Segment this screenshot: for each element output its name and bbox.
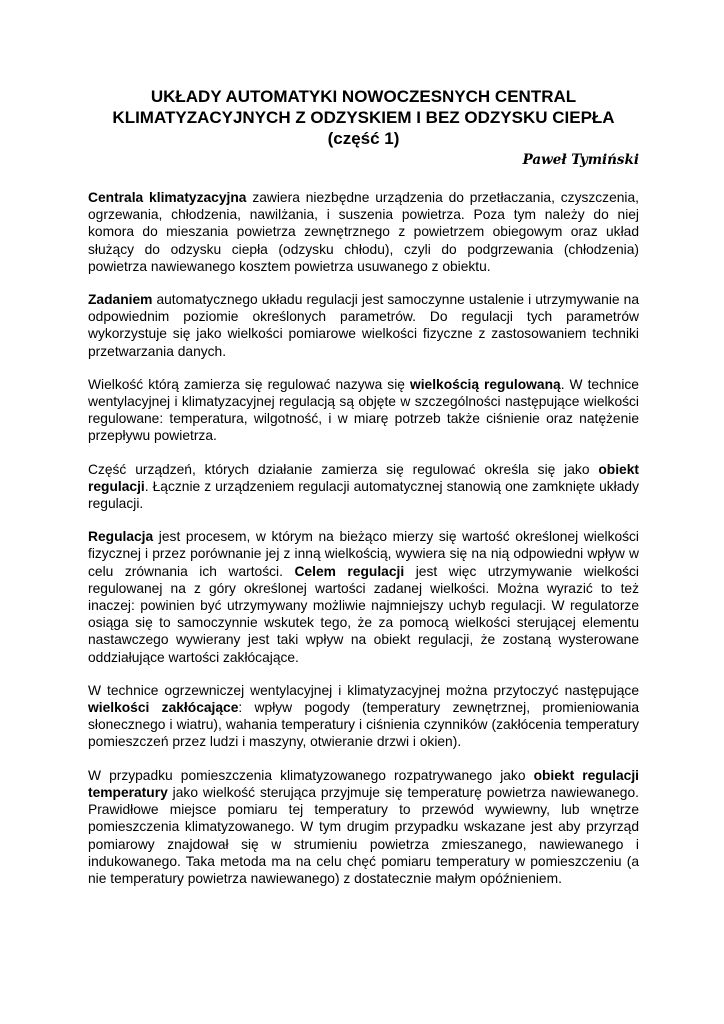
paragraph-1 [88, 189, 639, 275]
paragraph-text: : wpływ pogody (temperatury zewnętrznej, promieniowania słonecznego i wiatru), wahania temperatury i ciśnienia czynników (zakłócenia temperatury pomieszczeń przez ludzi i maszyny, otwieranie drzwi i okien). [88, 700, 639, 750]
paragraph-text: . Łącznie z urządzeniem regulacji automatycznej stanowią one zamknięte układy regulacji. [88, 478, 639, 512]
title-line-1: UKŁADY AUTOMATYKI NOWOCZESNYCH CENTRAL [150, 87, 577, 106]
paragraph-7 [88, 767, 639, 887]
paragraph-text: jest procesem, w którym na bieżąco mierzy się wartość określonej wielkości fizycznej i przez porównanie jej z inną wielkością, wywiera się na nią odpowiedni wpływ w celu zrównania ich wartości. [88, 529, 639, 579]
paragraph-text: jest więc utrzymywanie wielkości regulowanej na z góry określonej wartości zadanej wielkości. Można wyrazić to też inaczej: powinien być utrzymywany możliwie najmniejszy uchyb regulacji. W regulatorze osiąga się to samoczynnie wskutek tego, że za pomocą wielkości sterującej elementu nastawczego wywierany jest taki wpływ na obiekt regulacji, że zostaną wysterowane oddziałujące wartości zakłócające. [88, 563, 639, 665]
term-obiekt-regulacji: obiekt regulacji [88, 461, 639, 494]
term-celem-regulacji: Celem regulacji [294, 563, 405, 579]
paragraph-6 [88, 682, 639, 751]
paragraph-text: automatycznego układu regulacji jest samoczynne ustalenie i utrzymywanie na odpowiednim poziomie określonych parametrów. Do regulacji tych parametrów wykorzystuje się jako wielkości pomiarowe wielkości fizyczne z zastosowaniem techniki przetwarzania danych. [88, 292, 639, 359]
term-centrala: Centrala klimatyzacyjna [88, 190, 247, 205]
term-zadaniem: Zadaniem [88, 292, 153, 308]
paragraph-2 [88, 291, 639, 360]
paragraph-3 [88, 376, 639, 445]
document-title [88, 86, 639, 149]
paragraph-text: W przypadku pomieszczenia klimatyzowanego rozpatrywanego jako [88, 767, 534, 783]
paragraph-text: Część urządzeń, których działanie zamierza się regulować określa się jako [88, 461, 599, 477]
paragraph-4 [88, 461, 639, 513]
paragraph-text: . W technice wentylacyjnej i klimatyzacyjnej regulacją są objęte w szczególności następujące wielkości regulowane: temperatura, wilgotność, i w miarę potrzeb także ciśnienie oraz natężenie przepływu powietrza. [88, 376, 639, 444]
document-page [88, 86, 639, 887]
title-line-2: KLIMATYZACYJNYCH Z ODZYSKIEM I BEZ ODZYSKU CIEPŁA [112, 108, 615, 127]
term-obiekt-regulacji-temperatury: obiekt regulacji temperatury [88, 767, 639, 800]
paragraph-text: W technice ogrzewniczej wentylacyjnej i klimatyzacyjnej można przytoczyć następujące [88, 682, 639, 698]
paragraph-5 [88, 528, 639, 666]
author-name: Paweł Tymiński [522, 152, 639, 168]
term-wielkosc-regulowana: wielkością regulowaną [409, 376, 561, 392]
paragraph-text: Wielkość którą zamierza się regulować nazywa się [88, 376, 410, 392]
title-line-3: (część 1) [327, 129, 400, 148]
term-regulacja: Regulacja [88, 529, 154, 545]
term-wielkosci-zaklocajace: wielkości zakłócające [88, 700, 239, 716]
paragraph-text: jako wielkość sterująca przyjmuje się temperaturę powietrza nawiewanego. Prawidłowe miejsce pomiaru tej temperatury to przewód wywiewny, lub wnętrze pomieszczenia klimatyzowanego. W tym drugim przypadku wskazane jest aby przyrząd pomiarowy znajdował się w strumieniu powietrza zmieszanego, nawiewanego i indukowanego. Taka metoda ma na celu chęć pomiaru temperatury w pomieszczeniu (a nie temperatury powietrza nawiewanego) z dostatecznie małym opóźnieniem. [88, 784, 639, 886]
paragraph-text: zawiera niezbędne urządzenia do przetłaczania, czyszczenia, ogrzewania, chłodzenia, nawilżania, i suszenia powietrza. Poza tym należy do niej komora do mieszania powietrza zewnętrznego z powietrzem obiegowym oraz układ służący do odzysku ciepła (odzysku chłodu), czyli do podgrzewania (chłodzenia) powietrza nawiewanego kosztem powietrza usuwanego z obiektu. [88, 190, 639, 274]
